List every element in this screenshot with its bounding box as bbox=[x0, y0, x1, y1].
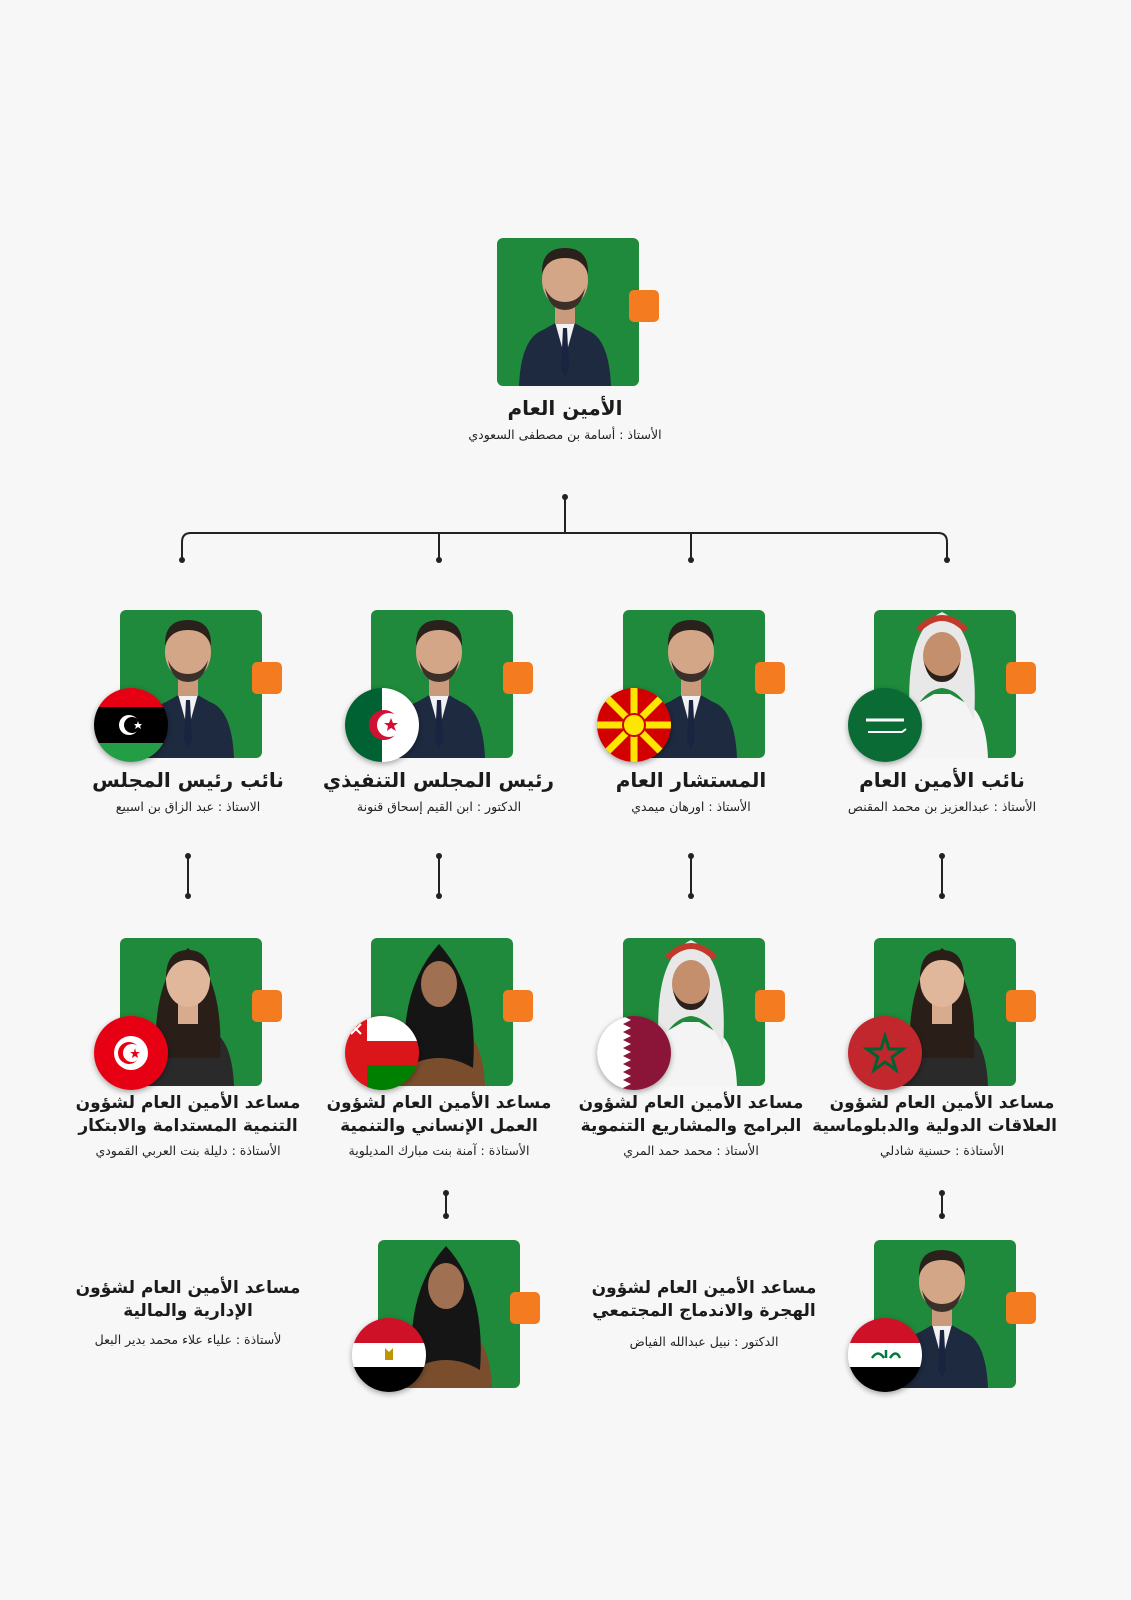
org-node-secretary-general bbox=[450, 218, 680, 444]
iraq-flag-icon bbox=[848, 1318, 922, 1392]
accent-square bbox=[510, 1292, 540, 1324]
node-title: نائب رئيس المجلس bbox=[92, 768, 284, 792]
node-person-name: الأستاذ : اورهان ميمدي bbox=[631, 799, 751, 814]
org-node-deputy-secretary-general bbox=[827, 590, 1057, 816]
node-title: مساعد الأمين العام لشؤون bbox=[75, 1093, 301, 1113]
node-title: الأمين العام bbox=[507, 396, 623, 420]
egypt-flag-icon bbox=[352, 1318, 426, 1392]
node-person-name: الاستاذ : عبد الزاق بن اسبيع bbox=[115, 799, 261, 814]
accent-square bbox=[755, 990, 785, 1022]
node-person-name: الأستاذة : آمنة بنت مبارك المديلوية bbox=[348, 1143, 530, 1158]
node-person-name: لأستاذة : علياء علاء محمد بدير البعل bbox=[94, 1332, 282, 1347]
node-subtitle: البرامج والمشاريع التنموية bbox=[580, 1116, 802, 1136]
org-node-deputy-council-chair bbox=[73, 590, 303, 816]
morocco-flag-icon bbox=[848, 1016, 922, 1090]
node-person-name: الأستاذة : دليلة بنت العربي القمودي bbox=[95, 1143, 281, 1158]
org-node-assistant-sustainable-development bbox=[73, 918, 303, 1160]
accent-square bbox=[252, 990, 282, 1022]
node-person-name: الدكتور : نبيل عبدالله الفياض bbox=[629, 1334, 779, 1349]
org-node-assistant-international-relations bbox=[812, 918, 1057, 1160]
org-node-assistant-admin-finance bbox=[68, 1273, 308, 1349]
node-person-name: الأستاذ : أسامة بن مصطفى السعودي bbox=[468, 427, 662, 442]
algeria-flag-icon bbox=[345, 688, 419, 762]
node-subtitle: التنمية المستدامة والابتكار bbox=[78, 1116, 298, 1136]
accent-square bbox=[503, 662, 533, 694]
org-node-assistant-programs-projects bbox=[576, 918, 806, 1160]
node-subtitle: الهجرة والاندماج المجتمعي bbox=[592, 1301, 816, 1321]
oman-flag-icon bbox=[345, 1016, 419, 1090]
portrait-frame bbox=[475, 218, 655, 388]
node-subtitle: الإدارية والمالية bbox=[123, 1301, 253, 1321]
saudi-arabia-flag-icon bbox=[848, 688, 922, 762]
org-node-executive-council-chair bbox=[324, 590, 554, 816]
accent-square bbox=[1006, 1292, 1036, 1324]
portrait-photo bbox=[503, 218, 627, 386]
node-title: نائب الأمين العام bbox=[859, 768, 1025, 792]
libya-flag-icon bbox=[94, 688, 168, 762]
accent-square bbox=[629, 290, 659, 322]
org-node-assistant-migration bbox=[584, 1273, 824, 1351]
node-title: مساعد الأمين العام لشؤون bbox=[75, 1278, 301, 1298]
node-title: مساعد الأمين العام لشؤون bbox=[326, 1093, 552, 1113]
node-title: المستشار العام bbox=[615, 768, 767, 792]
node-title: مساعد الأمين العام لشؤون bbox=[829, 1093, 1055, 1113]
org-node-general-advisor bbox=[576, 590, 806, 816]
accent-square bbox=[252, 662, 282, 694]
node-title: مساعد الأمين العام لشؤون bbox=[578, 1093, 804, 1113]
accent-square bbox=[1006, 662, 1036, 694]
accent-square bbox=[755, 662, 785, 694]
org-node-assistant-iraq bbox=[827, 1220, 1057, 1390]
qatar-flag-icon bbox=[597, 1016, 671, 1090]
node-person-name: الأستاذة : حسنية شادلي bbox=[879, 1143, 1005, 1158]
node-title: مساعد الأمين العام لشؤون bbox=[591, 1278, 817, 1298]
org-node-assistant-humanitarian-work bbox=[324, 918, 554, 1160]
north-macedonia-flag-icon bbox=[597, 688, 671, 762]
accent-square bbox=[503, 990, 533, 1022]
accent-square bbox=[1006, 990, 1036, 1022]
node-person-name: الأستاذ : عبدالعزيز بن محمد المقنص bbox=[847, 799, 1037, 814]
node-subtitle: العلاقات الدولية والدبلوماسية bbox=[812, 1116, 1057, 1136]
node-subtitle: العمل الإنساني والتنمية bbox=[340, 1116, 538, 1136]
node-person-name: الأستاذ : محمد حمد المري bbox=[623, 1143, 759, 1158]
org-node-assistant-egypt bbox=[331, 1220, 561, 1390]
node-person-name: الدكتور : ابن القيم إسحاق قنونة bbox=[356, 799, 522, 814]
tunisia-flag-icon bbox=[94, 1016, 168, 1090]
node-title: رئيس المجلس التنفيذي bbox=[322, 768, 554, 792]
